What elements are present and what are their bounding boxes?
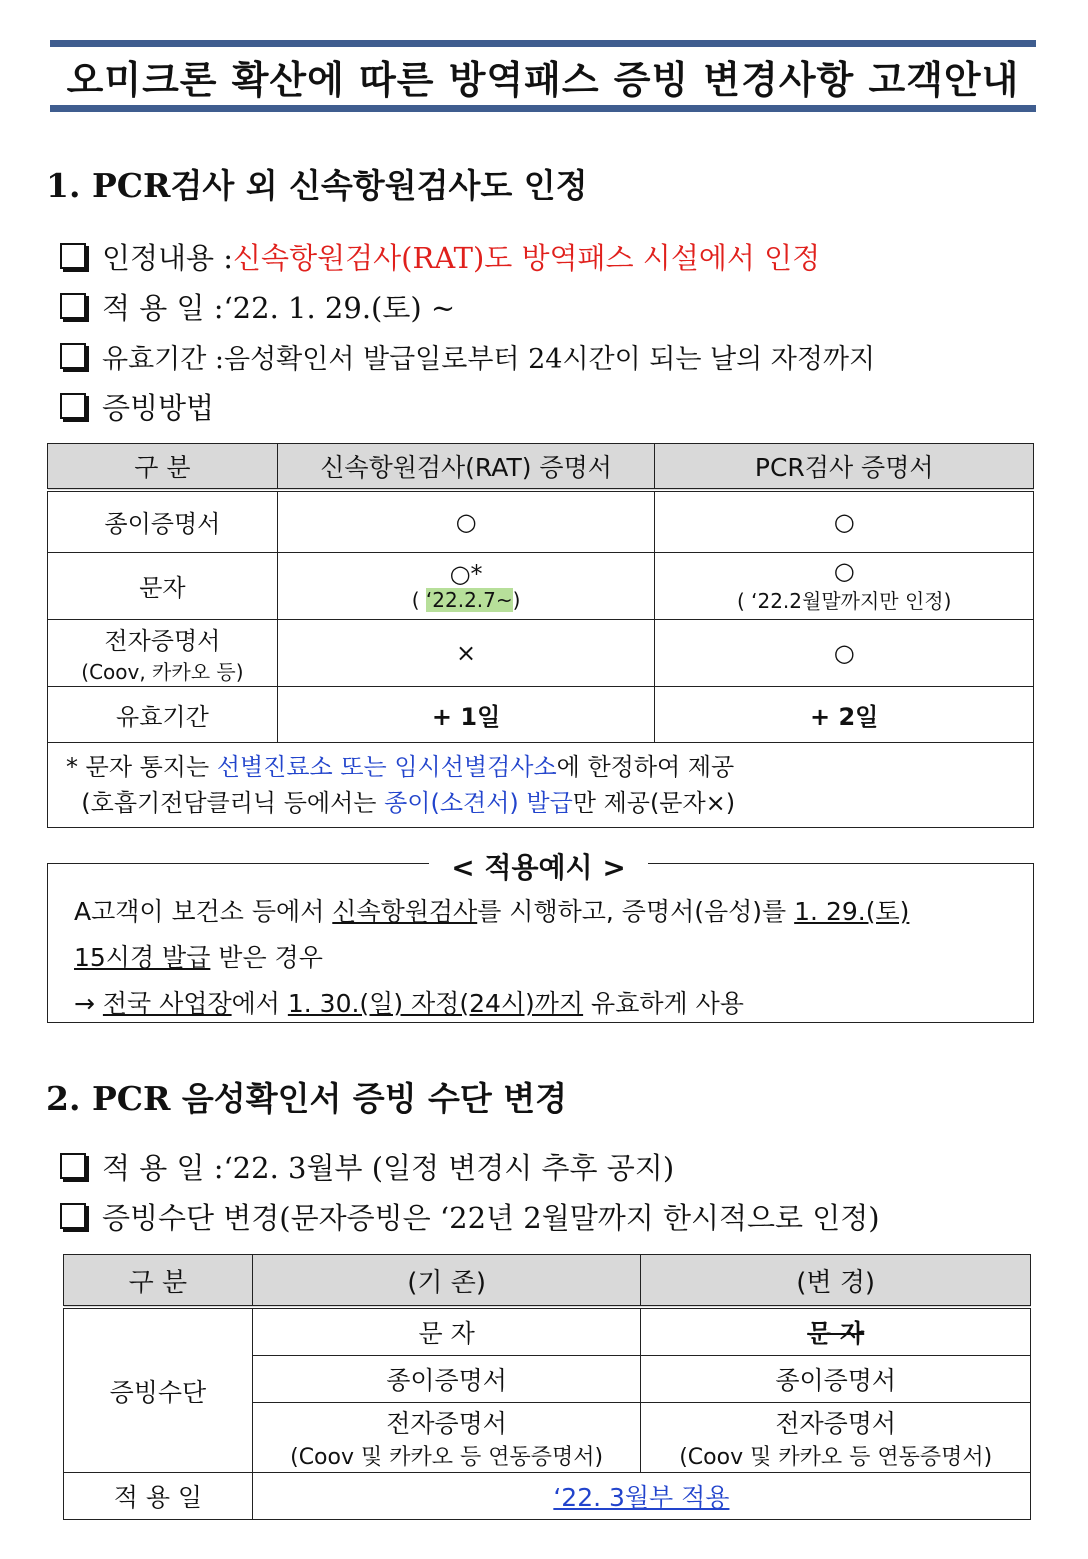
date-value: ‘22. 3월부 (일정 변경시 추후 공지) (223, 1150, 675, 1185)
checkbox-icon (60, 243, 86, 269)
table-row (48, 490, 1034, 552)
method-label: 증빙방법 (102, 390, 215, 425)
section1-heading: 1. PCR검사 외 신속항원검사도 인정 (46, 166, 588, 205)
table-row (48, 552, 1034, 619)
proof-method-table (47, 443, 1034, 828)
validity-label: 유효기간 : (102, 343, 225, 375)
cell-value: 전자증명서 (Coov 및 카카오 등 연동증명서) (252, 1403, 641, 1473)
cell-value: + 2일 (655, 686, 1034, 742)
row-label: 문자 (48, 552, 278, 619)
example-title: < 적용예시 > (451, 851, 626, 884)
cell-mark: ○* (449, 559, 483, 588)
bullet-date-2 (60, 1146, 674, 1186)
cell-value: ○ (655, 490, 1034, 552)
table-header-row (64, 1255, 1031, 1308)
highlighted-date: ‘22.2.7~ (425, 587, 513, 612)
header-category: 구 분 (48, 444, 278, 491)
apply-date: ‘22. 3월부 적용 (252, 1473, 1030, 1520)
bullet-method (60, 386, 214, 426)
cell-mark: ○ (833, 557, 855, 585)
validity-value: 음성확인서 발급일로부터 24시간이 되는 날의 자정까지 (224, 343, 876, 375)
cell-value: ○ (277, 490, 655, 552)
cell-value (655, 552, 1034, 619)
divider (47, 863, 429, 864)
cell-note: ( ‘22.2월말까지만 인정) (736, 589, 952, 613)
cell-value: ○ (655, 619, 1034, 686)
example-line-3: → 전국 사업장에서 1. 30.(일) 자정(24시)까지 유효하게 사용 (74, 989, 744, 1018)
row-label: 전자증명서 (Coov, 카카오 등) (48, 619, 278, 686)
bullet-content (60, 236, 820, 276)
table-note: * 문자 통지는 선별진료소 또는 임시선별검사소에 한정하여 제공 (호흡기전담클리닉 등에서는 종이(소견서) 발급만 제공(문자×) (48, 742, 1034, 827)
content-value: 신속항원검사(RAT)도 방역패스 시설에서 인정 (233, 240, 821, 275)
checkbox-icon (60, 293, 86, 319)
table-row (64, 1473, 1031, 1520)
cell-value: 종이증명서 (641, 1356, 1031, 1403)
change-label: 증빙수단 변경(문자증빙은 ‘22년 2월말까지 한시적으로 인정) (102, 1200, 880, 1235)
checkbox-icon (60, 1153, 86, 1179)
row-label: 종이증명서 (48, 490, 278, 552)
header-category: 구 분 (64, 1255, 253, 1308)
cell-note: ( ‘22.2.7~) (411, 587, 521, 612)
bullet-validity (60, 336, 875, 376)
header-rat: 신속항원검사(RAT) 증명서 (277, 444, 655, 491)
row-label: 증빙수단 (64, 1307, 253, 1473)
checkbox-icon (60, 393, 86, 419)
page-title: 오미크론 확산에 따른 방역패스 증빙 변경사항 고객안내 (66, 57, 1020, 102)
cell-value-struck: 문 자 (641, 1307, 1031, 1356)
example-line-2: 15시경 발급 받은 경우 (74, 943, 323, 972)
example-line-1: A고객이 보건소 등에서 신속항원검사를 시행하고, 증명서(음성)를 1. 29.(토) (74, 897, 910, 926)
title-banner (50, 40, 1036, 112)
row-label: 유효기간 (48, 686, 278, 742)
date-label: 적 용 일 : (102, 1150, 224, 1185)
cell-value: 문 자 (252, 1307, 641, 1356)
date-value: ‘22. 1. 29.(토) ~ (223, 290, 456, 325)
content-label: 인정내용 : (102, 240, 234, 275)
section2-heading: 2. PCR 음성확인서 증빙 수단 변경 (46, 1079, 568, 1118)
row-label: 적 용 일 (64, 1473, 253, 1520)
cell-value: + 1일 (277, 686, 655, 742)
header-before: (기 존) (252, 1255, 641, 1308)
proof-change-table (63, 1254, 1031, 1520)
table-row (64, 1307, 1031, 1356)
checkbox-icon (60, 343, 86, 369)
table-row (48, 686, 1034, 742)
cell-value: 종이증명서 (252, 1356, 641, 1403)
header-pcr: PCR검사 증명서 (655, 444, 1034, 491)
bullet-date (60, 286, 455, 326)
cell-value: 전자증명서 (Coov 및 카카오 등 연동증명서) (641, 1403, 1031, 1473)
divider (648, 863, 1034, 864)
table-note-row (48, 742, 1034, 827)
header-after: (변 경) (641, 1255, 1031, 1308)
table-row (48, 619, 1034, 686)
bullet-change (60, 1196, 880, 1236)
cell-value: × (277, 619, 655, 686)
cell-value (277, 552, 655, 619)
date-label: 적 용 일 : (102, 290, 224, 325)
checkbox-icon (60, 1203, 86, 1229)
table-header-row (48, 444, 1034, 491)
